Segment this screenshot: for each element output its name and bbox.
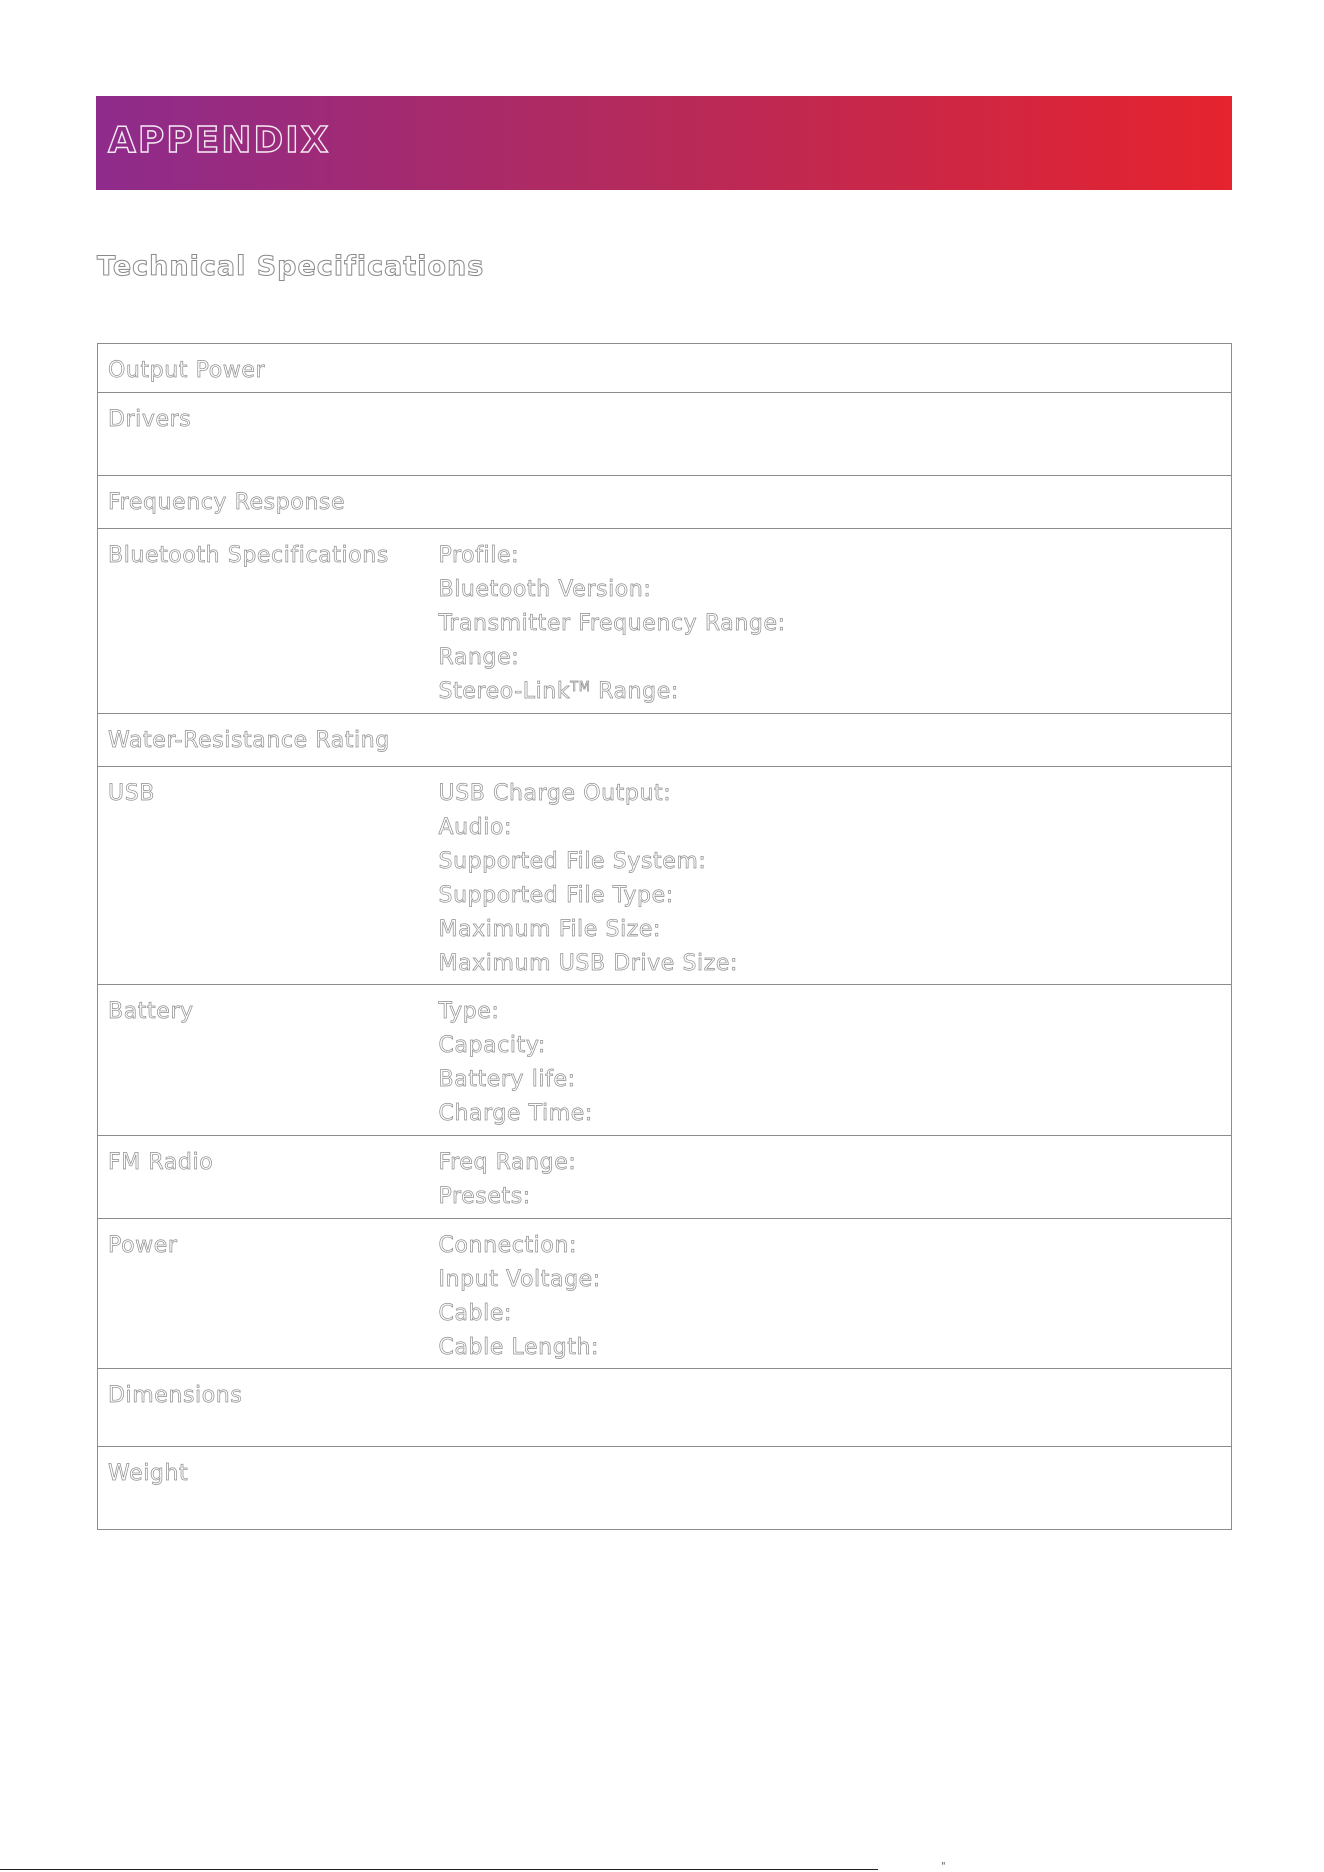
spec-item: USB Charge Output:	[438, 781, 672, 806]
spec-label: Battery	[108, 999, 194, 1024]
spec-label: Power	[108, 1233, 178, 1258]
spec-item: Transmitter Frequency Range:	[438, 611, 786, 636]
spec-label: Water-Resistance Rating	[108, 728, 390, 753]
spec-label: Bluetooth Specifications	[108, 543, 389, 568]
section-title: Technical Specifications	[97, 251, 485, 282]
spec-item-text: Range:	[598, 679, 679, 704]
spec-item: Charge Time:	[438, 1101, 593, 1126]
spec-item: Cable:	[438, 1301, 512, 1326]
spec-item: Profile:	[438, 543, 520, 568]
spec-item-text: Stereo-Link	[438, 679, 571, 704]
spec-label: Frequency Response	[108, 490, 346, 515]
spec-item: Audio:	[438, 815, 513, 840]
spec-item: Freq Range:	[438, 1150, 577, 1175]
spec-row-battery	[98, 985, 1232, 1136]
spec-item: Supported File System:	[438, 849, 707, 874]
spec-sublist	[439, 1219, 1232, 1365]
spec-label: Drivers	[108, 407, 192, 432]
spec-label: USB	[108, 781, 155, 806]
spec-sublist	[439, 529, 1232, 709]
spec-row-dimensions	[98, 1369, 1232, 1447]
spec-item: Type:	[438, 999, 500, 1024]
spec-item: Maximum USB Drive Size:	[438, 951, 739, 976]
spec-item: Battery life:	[438, 1067, 576, 1092]
trademark-symbol: TM	[570, 680, 591, 695]
spec-row-drivers	[98, 393, 1232, 476]
spec-item: Capacity:	[438, 1033, 546, 1058]
appendix-banner	[96, 96, 1232, 190]
spec-item: Input Voltage:	[438, 1267, 601, 1292]
spec-sublist	[439, 985, 1232, 1131]
spec-item: Range:	[438, 645, 520, 670]
spec-row-frequency-response	[98, 476, 1232, 529]
spec-sublist	[439, 1136, 1232, 1214]
spec-sublist	[439, 767, 1232, 981]
spec-row-usb	[98, 767, 1232, 985]
spec-item: Presets:	[438, 1184, 531, 1209]
banner-title: APPENDIX	[108, 120, 331, 161]
spec-item: Connection:	[438, 1233, 577, 1258]
spec-label: Weight	[108, 1461, 189, 1486]
spec-item-stereo-link	[439, 675, 1232, 709]
spec-label: FM Radio	[108, 1150, 214, 1175]
spec-row-output-power	[98, 344, 1232, 393]
spec-label: Output Power	[108, 358, 266, 383]
spec-row-water-resistance	[98, 714, 1232, 767]
spec-item: Bluetooth Version:	[438, 577, 652, 602]
spec-row-bluetooth	[98, 529, 1232, 714]
spec-label: Dimensions	[108, 1383, 243, 1408]
spec-row-weight	[98, 1447, 1232, 1530]
spec-row-fm-radio	[98, 1136, 1232, 1219]
spec-item: Supported File Type:	[438, 883, 674, 908]
spec-item: Maximum File Size:	[438, 917, 662, 942]
spec-row-power	[98, 1219, 1232, 1369]
spec-item: Cable Length:	[438, 1335, 600, 1360]
footer-mark: "	[941, 1861, 946, 1872]
spec-table	[97, 343, 1232, 1530]
footer-rule	[0, 1869, 878, 1870]
